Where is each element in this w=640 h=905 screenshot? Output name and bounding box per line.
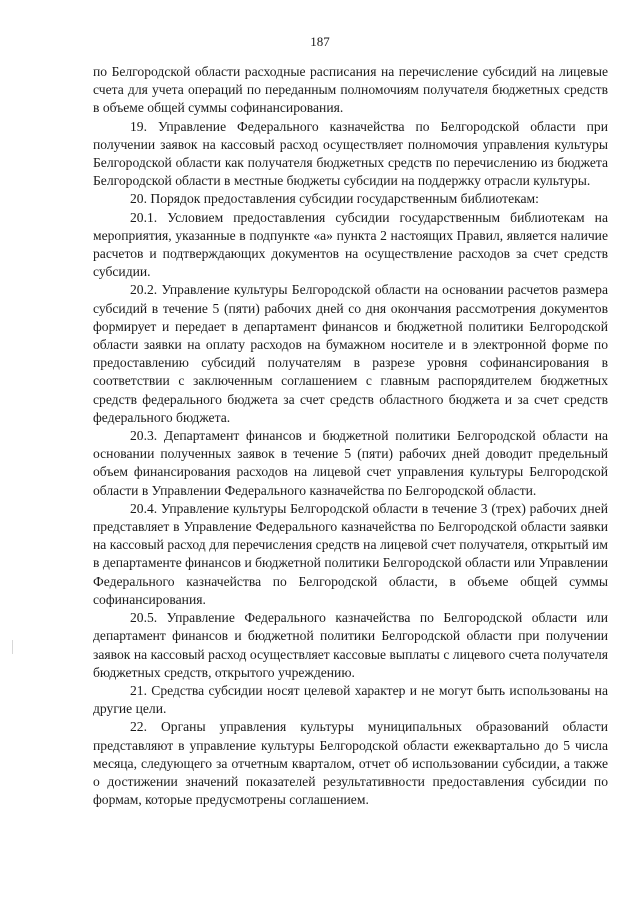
paragraph-20-2: 20.2. Управление культуры Белгородской области на основании расчетов размера субсидий в течение 5 (пяти) рабочих дней со дня окончания рассмотрения документов формирует и передает в департамент финансов и бюджетной политики Белгородской области заявки на оплату расходов на бумажном носителе и в электронной форме по предоставлению субсидий получателям в разрезе уровня софинансирования в соответствии с заключенным соглашением с главным распорядителем бюджетных средств федерального бюджета за счет средств областного бюджета и за счет средств федерального бюджета. [93,282,608,425]
paragraph-20-5: 20.5. Управление Федерального казначейства по Белгородской области или департамент финансов и бюджетной политики Белгородской области при получении заявок на кассовый расход осуществляет кассовые выплаты с лицевого счета получателя бюджетных средств, открытого учреждению. [93,610,608,680]
paragraph-20-3: 20.3. Департамент финансов и бюджетной политики Белгородской области на основании полученных заявок в течение 5 (пяти) рабочих дней доводит предельный объем финансирования расходов на лицевой счет управления культуры Белгородской области в Управлении Федерального казначейства по Белгородской области. [93,428,608,498]
scan-margin-mark [12,640,13,654]
document-body [93,63,608,809]
paragraph-continuation: по Белгородской области расходные расписания на перечисление субсидий на лицевые счета для учета операций по переданным полномочиям получателя бюджетных средств в объеме общей суммы софинансирования. [93,64,608,116]
page-number: 187 [310,34,330,49]
paragraph-22: 22. Органы управления культуры муниципальных образований области представляют в управление культуры Белгородской области ежеквартально до 5 числа месяца, следующего за отчетным кварталом, отчет об использовании субсидии, а также о достижении значений показателей результативности предоставления субсидии по формам, которые предусмотрены соглашением. [93,719,608,808]
paragraph-21: 21. Средства субсидии носят целевой характер и не могут быть использованы на другие цели. [93,682,608,717]
paragraph-19: 19. Управление Федерального казначейства по Белгородской области при получении заявок на кассовый расход осуществляет полномочия управления культуры Белгородской области как получателя бюджетных средств по перечислению из бюджета Белгородской области в местные бюджеты субсидии на поддержку отрасли культуры. [93,118,608,189]
paragraph-20: 20. Порядок предоставления субсидии государственным библиотекам: [130,191,539,207]
paragraph-20-1: 20.1. Условием предоставления субсидии государственным библиотекам на мероприятия, указанные в подпункте «а» пункта 2 настоящих Правил, является наличие расчетов и подтверждающих документов на осуществление расходов за счет средств субсидии. [93,209,608,280]
paragraph-20-4: 20.4. Управление культуры Белгородской области в течение 3 (трех) рабочих дней представляет в Управление Федерального казначейства по Белгородской области заявки на кассовый расход для перечисления средств на лицевой счет получателя, открытый им в департаменте финансов и бюджетной политики Белгородской области или Управлении Федерального казначейства по Белгородской области, в объеме общей суммы софинансирования. [93,500,608,607]
